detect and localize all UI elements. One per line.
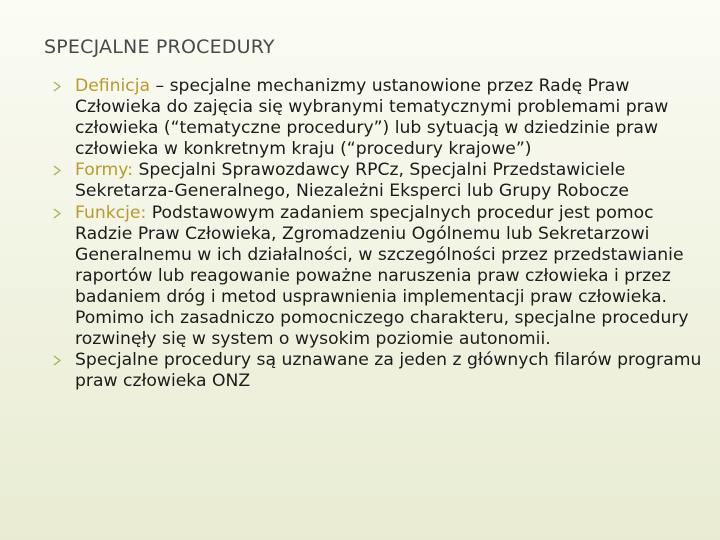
bullet-list — [52, 76, 702, 392]
bullet-text: Podstawowym zadaniem specjalnych procedur jest pomoc Radzie Praw Człowieka, Zgromadzeniu Ogólnemu lub Sekretarzowi Generalnemu w ich działalności, w szczególności przez przedstawianie raportów lub reagowanie poważne naruszenia praw człowieka i przez badaniem dróg i metod usprawnienia implementacji praw człowieka. Pomimo ich zasadniczo pomocniczego charakteru, specjalne procedury rozwinęły się w system o wysokim poziomie autonomii. — [75, 202, 689, 350]
bullet-item-filary — [52, 350, 702, 392]
chevron-right-icon — [52, 81, 63, 92]
slide-title: SPECJALNE PROCEDURY — [44, 36, 275, 58]
chevron-right-icon — [52, 355, 63, 366]
bullet-term: Definicja — [75, 76, 151, 96]
bullet-item-funkcje — [52, 203, 702, 351]
chevron-right-icon — [52, 208, 63, 219]
bullet-text: Specjalni Sprawozdawcy RPCz, Specjalni Przedstawiciele Sekretarza-Generalnego, Niezależni Eksperci lub Grupy Robocze — [75, 160, 629, 202]
bullet-text: – specjalne mechanizmy ustanowione przez Radę Praw Człowieka do zajęcia się wybranymi tematycznymi problemami praw człowieka (“tematyczne procedury”) lub sytuacją w dziedzinie praw człowieka w konkretnym kraju (“procedury krajowe”) — [75, 76, 669, 160]
bullet-term: Funkcje: — [75, 202, 147, 223]
bullet-item-formy — [52, 160, 702, 202]
bullet-text: Specjalne procedury są uznawane za jeden z głównych filarów programu praw człowieka ONZ — [75, 350, 702, 392]
chevron-right-icon — [52, 165, 63, 176]
bullet-term: Formy: — [75, 160, 134, 181]
bullet-item-definicja — [52, 76, 702, 160]
